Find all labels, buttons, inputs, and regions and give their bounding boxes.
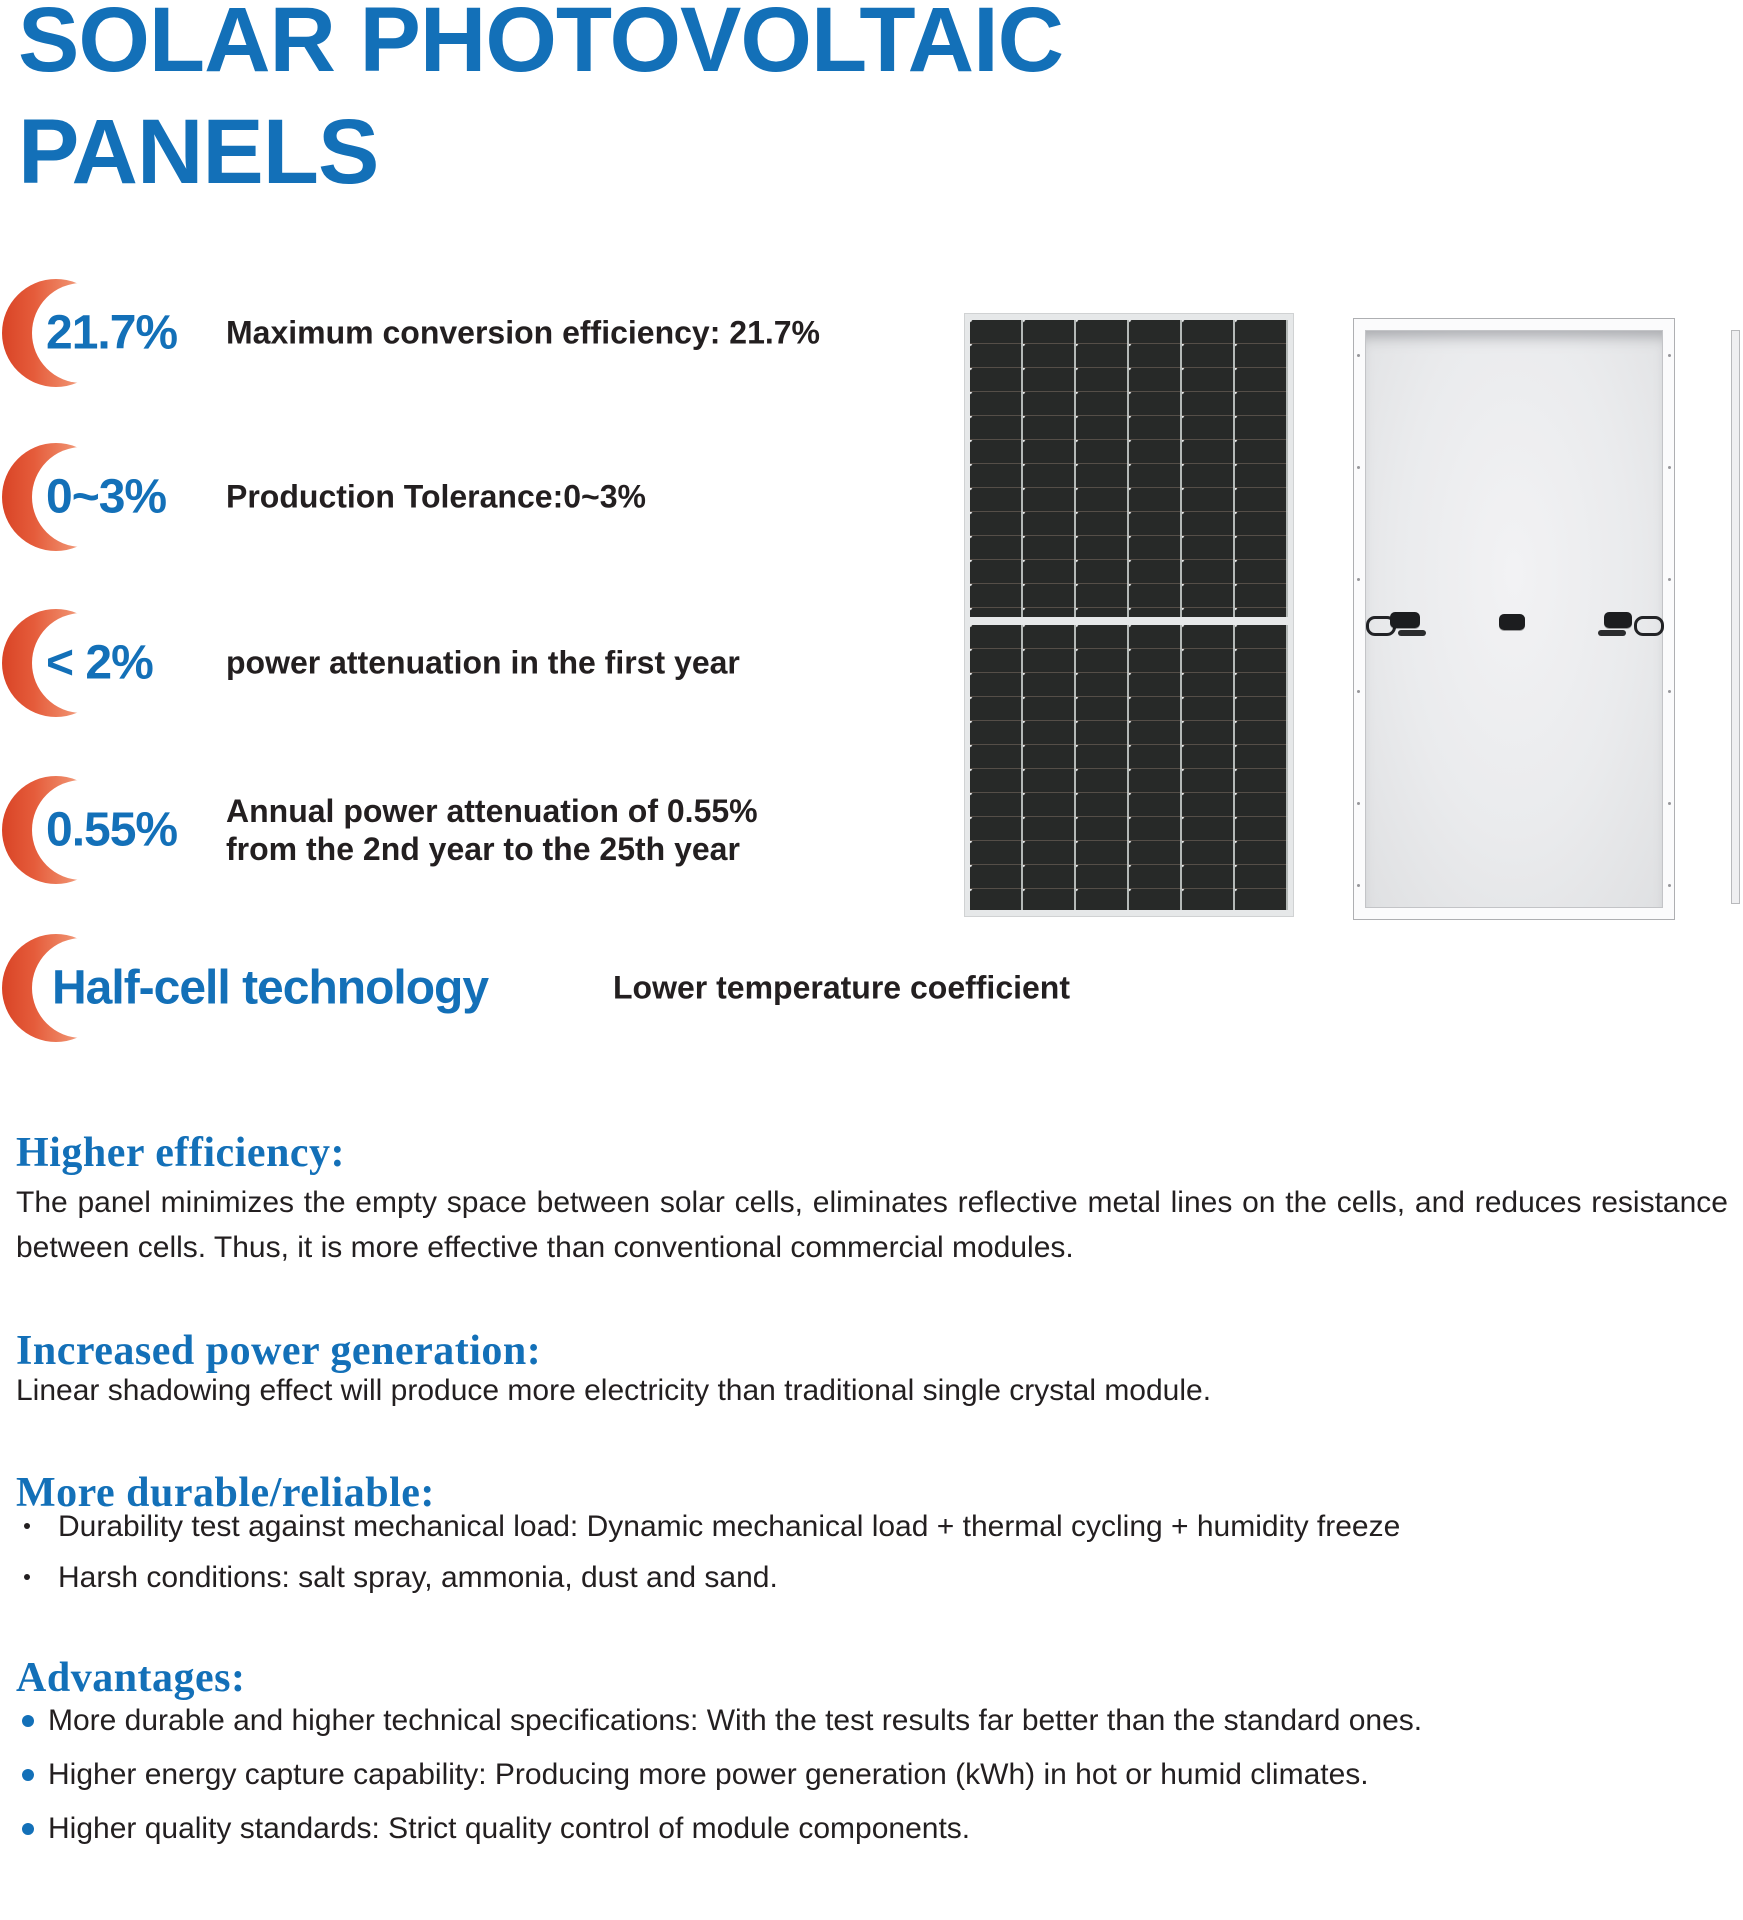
panel-cells-top-half [970, 320, 1288, 617]
bullet-dot-icon [22, 1769, 34, 1781]
list-item [0, 1508, 1712, 1545]
stat-row-conversion-efficiency [0, 278, 1100, 388]
stat-value: 21.7% [46, 306, 178, 360]
solar-panel-back-image [1353, 318, 1675, 920]
list-item-text: Durability test against mechanical load: Dynamic mechanical load + thermal cycling + humidity freeze [58, 1510, 1401, 1543]
cable-connector-right [1598, 630, 1626, 636]
paragraph-increased-power: Linear shadowing effect will produce more electricity than traditional single crystal module. [16, 1374, 1212, 1407]
list-item-text: More durable and higher technical specifications: With the test results far better than the standard ones. [48, 1704, 1423, 1737]
bullet-dot-icon [22, 1715, 34, 1727]
junction-box-right [1604, 612, 1632, 628]
list-item [0, 1702, 1712, 1740]
heading-more-durable: More durable/reliable: [16, 1470, 435, 1516]
advantages-bullet-list [0, 1702, 1712, 1848]
page-title-line1: SOLAR PHOTOVOLTAIC [18, 0, 1064, 91]
stat-value: 0~3% [46, 470, 167, 524]
stat-label: Maximum conversion efficiency: 21.7% [226, 314, 820, 351]
stat-row-first-year-attenuation [0, 608, 1100, 718]
panel-cells-bottom-half [970, 625, 1288, 910]
stat-row-half-cell [0, 933, 1100, 1043]
stat-row-production-tolerance [0, 442, 1100, 552]
bullet-dot-icon [22, 1823, 34, 1835]
page-title [18, 0, 1063, 208]
stat-value: < 2% [46, 636, 153, 690]
list-item-text: Higher quality standards: Strict quality control of module components. [48, 1812, 971, 1845]
stat-row-annual-attenuation [0, 775, 1100, 885]
stat-label-line2: from the 2nd year to the 25th year [226, 831, 740, 867]
stat-label [226, 792, 758, 868]
page-title-line2: PANELS [18, 101, 379, 203]
stat-label: Production Tolerance:0~3% [226, 478, 646, 515]
list-item [0, 1559, 1712, 1596]
bullet-dot-icon [24, 1574, 30, 1580]
stat-label: power attenuation in the first year [226, 644, 740, 681]
heading-increased-power: Increased power generation: [16, 1328, 542, 1374]
frame-screws-right [1668, 354, 1671, 357]
solar-panel-front-image [965, 314, 1293, 916]
heading-higher-efficiency: Higher efficiency: [16, 1130, 345, 1176]
junction-box-left [1390, 612, 1420, 628]
heading-advantages: Advantages: [16, 1655, 246, 1701]
cable-loop-right [1634, 616, 1664, 636]
frame-screws-left [1357, 354, 1360, 357]
durable-bullet-list [0, 1508, 1712, 1596]
list-item [0, 1810, 1712, 1848]
junction-box-center [1499, 614, 1525, 630]
stat-label-line1: Annual power attenuation of 0.55% [226, 793, 758, 829]
stat-value: Half-cell technology [52, 961, 489, 1015]
paragraph-higher-efficiency: The panel minimizes the empty space between solar cells, eliminates reflective metal lines on the cells, and reduces resistance between cells. Thus, it is more effective than conventional commercial modules. [16, 1186, 1728, 1264]
stat-value: 0.55% [46, 803, 178, 857]
list-item-text: Harsh conditions: salt spray, ammonia, dust and sand. [58, 1561, 778, 1594]
stat-label: Lower temperature coefficient [613, 969, 1070, 1006]
cable-connector-left [1398, 630, 1426, 636]
list-item-text: Higher energy capture capability: Producing more power generation (kWh) in hot or humid climates. [48, 1758, 1369, 1791]
list-item [0, 1756, 1712, 1794]
panel-frame-flange [1731, 330, 1740, 904]
bullet-dot-icon [24, 1523, 30, 1529]
